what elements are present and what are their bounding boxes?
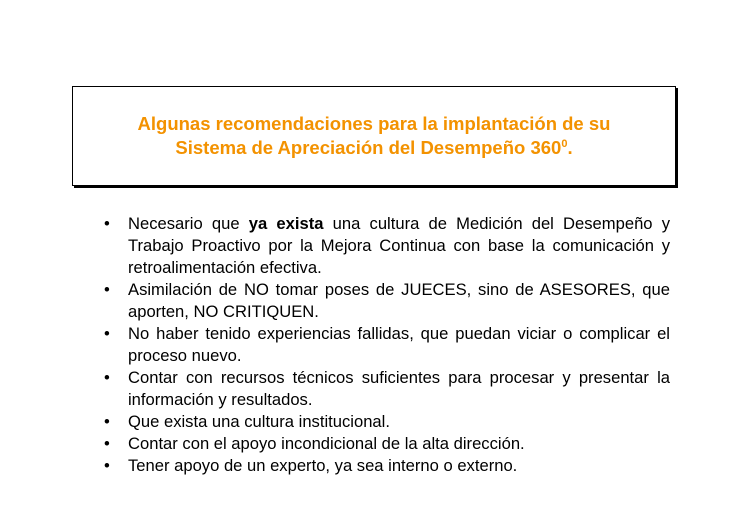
title-line-2-main: Sistema de Apreciación del Desempeño 360 (175, 137, 562, 158)
bullet-icon: • (104, 456, 110, 475)
title-box (72, 86, 676, 186)
list-item (100, 411, 670, 433)
list-item (100, 367, 670, 411)
list-item (100, 279, 670, 323)
bullet-icon: • (104, 324, 110, 343)
bullet-icon: • (104, 214, 110, 233)
title-line-2-end: . (567, 137, 573, 158)
list-item-text: Que exista una cultura institucional. (128, 412, 390, 431)
bullet-icon: • (104, 434, 110, 453)
title-superscript: 0 (561, 137, 568, 150)
bullet-icon: • (104, 412, 110, 431)
bullet-icon: • (104, 280, 110, 299)
list-item (100, 455, 670, 477)
list-item (100, 213, 670, 279)
title-line-2 (175, 136, 572, 160)
title-line-1: Algunas recomendaciones para la implantación de su (137, 113, 611, 134)
list-item (100, 323, 670, 367)
list-item-text: Tener apoyo de un experto, ya sea interno o externo. (128, 456, 518, 475)
list-item-text: Asimilación de NO tomar poses de JUECES, sino de ASESORES, que aporten, NO CRITIQUEN. (128, 280, 670, 321)
list-item-text: Contar con el apoyo incondicional de la alta dirección. (128, 434, 525, 453)
list-item-text (128, 214, 670, 277)
list-item-text-start: Necesario que (128, 214, 249, 233)
list-item-text-end: una cultura de Medición del Desempeño y Trabajo Proactivo por la Mejora Continua con base la comunicación y retroalimentación efectiva. (128, 214, 671, 277)
bullet-icon: • (104, 368, 110, 387)
list-item-text-bold: ya exista (248, 214, 324, 233)
list-item (100, 433, 670, 455)
list-item-text: No haber tenido experiencias fallidas, que puedan viciar o complicar el proceso nuevo. (128, 324, 670, 365)
recommendations-list (100, 213, 670, 477)
list-item-text: Contar con recursos técnicos suficientes para procesar y presentar la información y resultados. (128, 368, 670, 409)
